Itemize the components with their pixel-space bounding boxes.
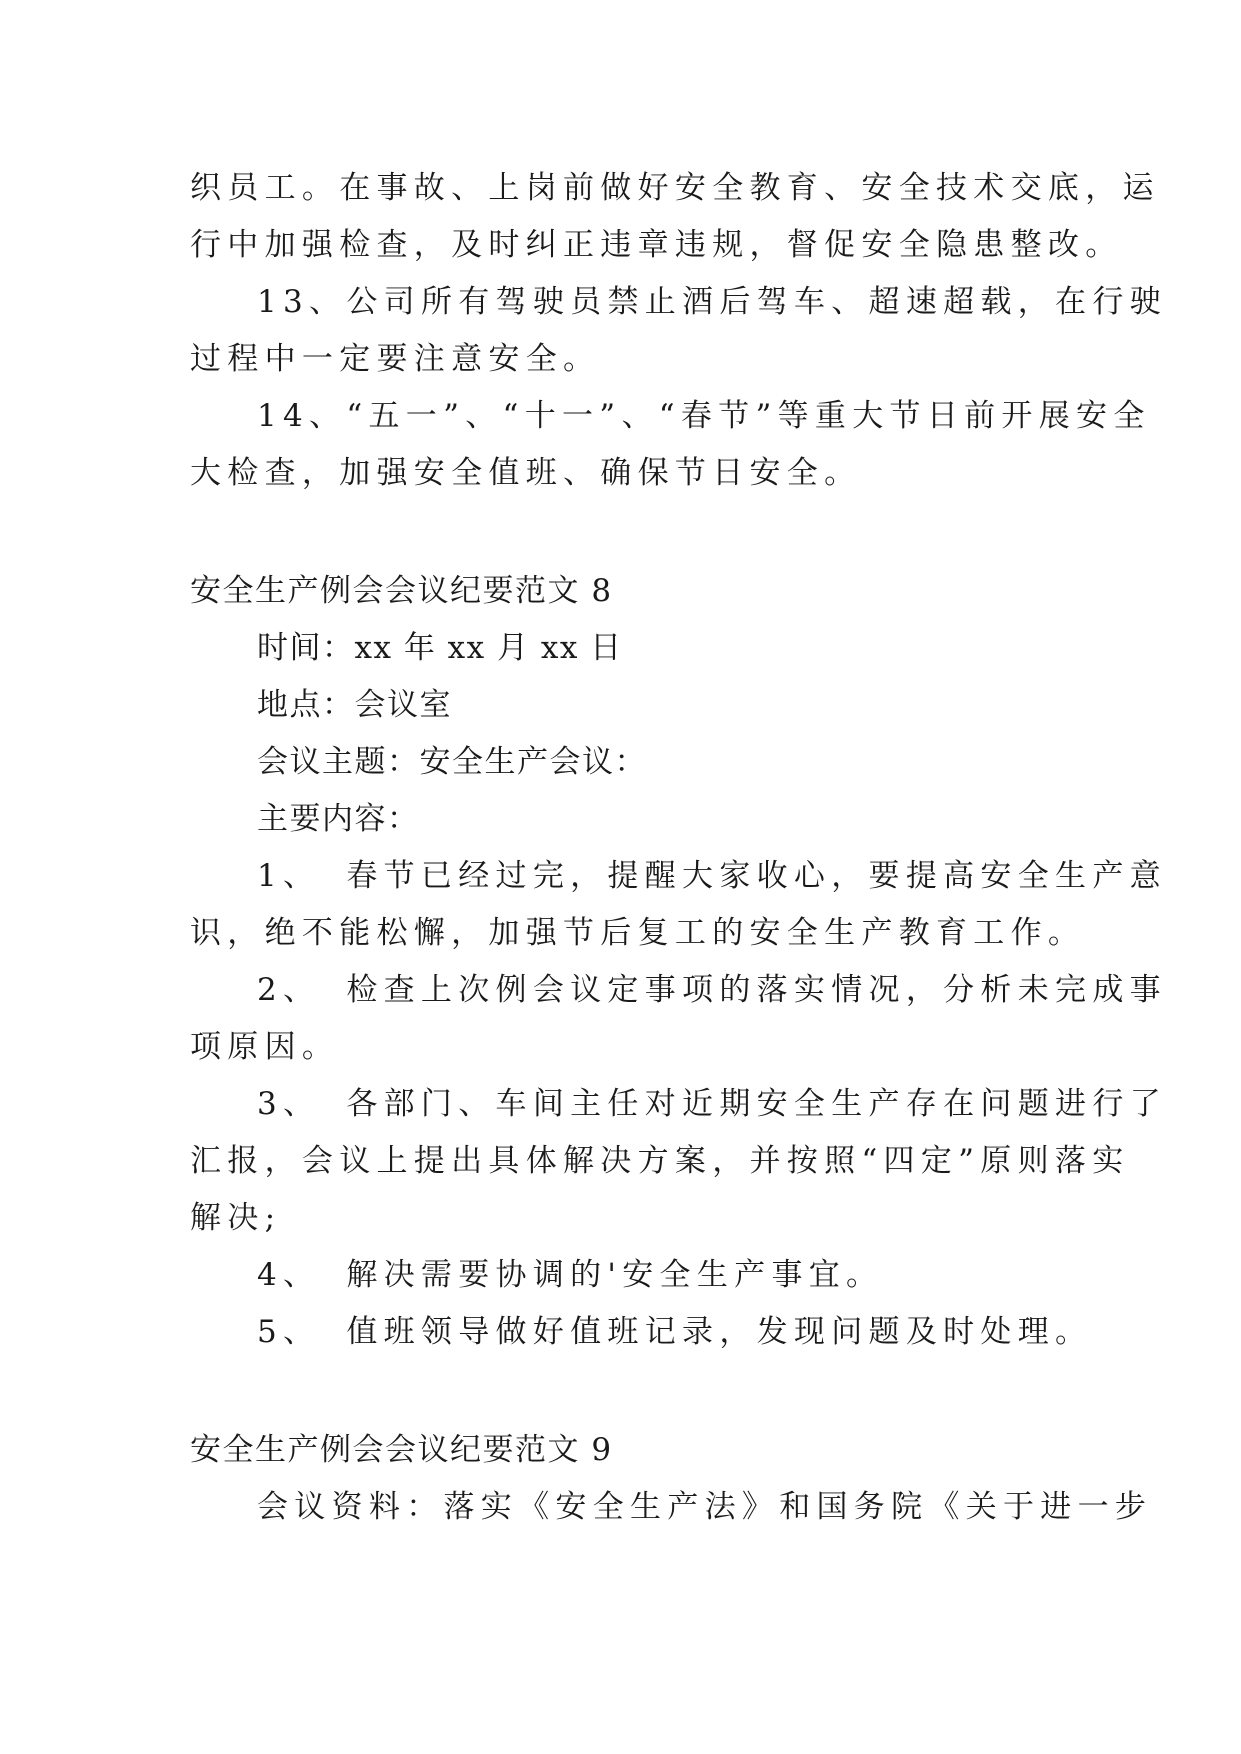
item-14-line: 14、“五一”、“十一”、“春节”等重大节日前开展安全: [257, 398, 1151, 434]
item-number: 5、: [257, 1314, 321, 1350]
section-9-title: 安全生产例会会议纪要范文 9: [190, 1432, 613, 1468]
meeting-place: 地点：会议室: [257, 687, 452, 723]
item-1-line: [257, 856, 1167, 896]
item-number: 2、: [257, 972, 321, 1008]
item-text: 检查上次例会议定事项的落实情况，分析未完成事: [346, 972, 1167, 1008]
item-13-line: 13、公司所有驾驶员禁止酒后驾车、超速超载，在行驶: [257, 284, 1167, 320]
item-5-line: [257, 1312, 1093, 1352]
meeting-time: 时间：xx 年 xx 月 xx 日: [257, 630, 623, 666]
item-text: 各部门、车间主任对近期安全生产存在问题进行了: [346, 1086, 1167, 1122]
item-13-line: 过程中一定要注意安全。: [190, 341, 601, 377]
paragraph-line: 织员工。在事故、上岗前做好安全教育、安全技术交底，运: [190, 170, 1160, 206]
item-text: 解决需要协调的'安全生产事宜。: [346, 1257, 884, 1293]
item-3-line: [257, 1084, 1167, 1124]
item-number: 3、: [257, 1086, 321, 1122]
item-2-line: [257, 970, 1167, 1010]
item-14-line: 大检查，加强安全值班、确保节日安全。: [190, 455, 862, 491]
section-9-line: 会议资料：落实《安全生产法》和国务院《关于进一步: [257, 1489, 1153, 1525]
paragraph-line: 行中加强检查，及时纠正违章违规，督促安全隐患整改。: [190, 227, 1123, 263]
item-3-line: 汇报，会议上提出具体解决方案，并按照“四定”原则落实: [190, 1143, 1130, 1179]
item-number: 1、: [257, 858, 321, 894]
section-8-title: 安全生产例会会议纪要范文 8: [190, 573, 613, 609]
content-label: 主要内容：: [257, 801, 420, 837]
item-4-line: [257, 1255, 1060, 1295]
item-number: 4、: [257, 1257, 321, 1293]
item-1-line: 识，绝不能松懈，加强节后复工的安全生产教育工作。: [190, 915, 1086, 951]
meeting-theme: 会议主题：安全生产会议：: [257, 744, 647, 780]
item-3-line: 解决;: [190, 1200, 282, 1236]
item-text: 值班领导做好值班记录，发现问题及时处理。: [346, 1314, 1093, 1350]
item-2-line: 项原因。: [190, 1029, 340, 1065]
item-text: 春节已经过完，提醒大家收心，要提高安全生产意: [346, 858, 1167, 894]
